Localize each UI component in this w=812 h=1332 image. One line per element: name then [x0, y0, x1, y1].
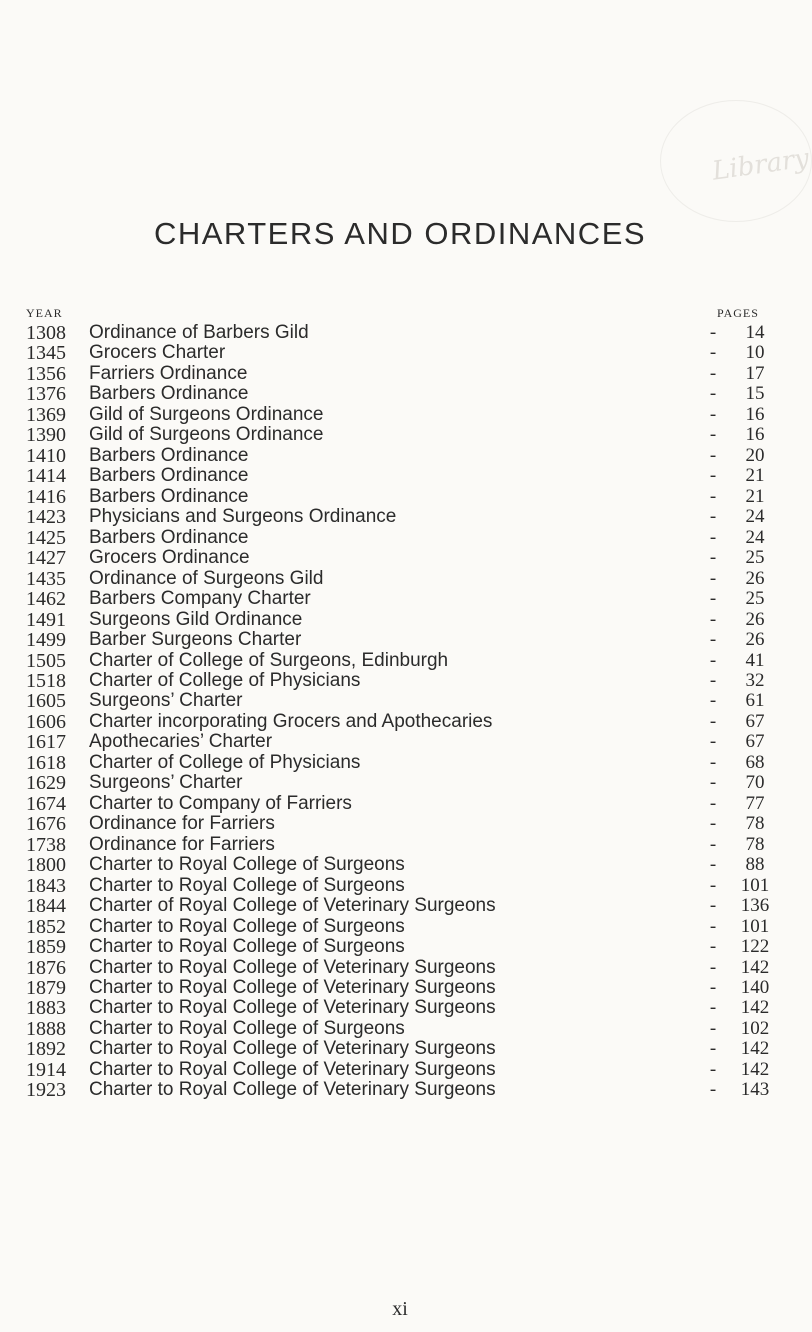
- entry-page: 102: [740, 1017, 770, 1039]
- list-item: [0, 589, 800, 609]
- entry-year: 1617: [26, 731, 66, 754]
- leader-dash: -: [709, 588, 717, 610]
- leader-dash: -: [709, 629, 717, 651]
- entry-year: 1618: [26, 751, 66, 774]
- leader-dash: -: [709, 690, 717, 712]
- list-item: [0, 876, 800, 896]
- entry-page: 70: [745, 772, 765, 794]
- leader-dash: -: [709, 895, 717, 917]
- entry-title: Surgeons’ Charter: [89, 690, 243, 712]
- list-item: [0, 937, 800, 957]
- entry-title: Charter to Royal College of Surgeons: [89, 874, 405, 896]
- entry-page: 142: [740, 1058, 770, 1080]
- list-item: [0, 978, 800, 998]
- entry-page: 122: [740, 936, 770, 958]
- entry-title: Charter to Royal College of Veterinary Surgeons: [89, 1058, 496, 1080]
- entry-title: Ordinance of Barbers Gild: [89, 322, 309, 343]
- entry-page: 77: [745, 792, 765, 814]
- entry-year: 1923: [26, 1079, 66, 1102]
- leader-dash: -: [709, 833, 717, 855]
- entry-year: 1843: [26, 874, 66, 897]
- entry-year: 1605: [26, 690, 66, 713]
- entry-year: 1356: [26, 362, 66, 385]
- list-item: [0, 691, 800, 711]
- entry-title: Charter to Royal College of Veterinary Surgeons: [89, 956, 496, 978]
- entry-page: 24: [745, 526, 765, 548]
- entry-title: Barbers Ordinance: [89, 383, 249, 405]
- entry-page: 16: [745, 424, 765, 446]
- entry-title: Charter to Royal College of Surgeons: [89, 936, 405, 958]
- leader-dash: -: [709, 383, 717, 405]
- entry-year: 1914: [26, 1058, 66, 1081]
- entry-title: Ordinance for Farriers: [89, 813, 275, 835]
- entry-page: 143: [740, 1079, 770, 1101]
- leader-dash: -: [709, 751, 717, 773]
- entry-page: 78: [745, 813, 765, 835]
- leader-dash: -: [709, 444, 717, 466]
- list-item: [0, 323, 800, 343]
- entry-year: 1606: [26, 710, 66, 733]
- list-item: [0, 1039, 800, 1059]
- entry-title: Barbers Ordinance: [89, 465, 249, 487]
- entry-title: Charter to Royal College of Surgeons: [89, 1017, 405, 1039]
- list-item: [0, 671, 800, 691]
- leader-dash: -: [709, 506, 717, 528]
- list-item: [0, 384, 800, 404]
- list-item: [0, 610, 800, 630]
- entry-year: 1410: [26, 444, 66, 467]
- entry-title: Charter of Royal College of Veterinary Surgeons: [89, 895, 496, 917]
- entry-page: 24: [745, 506, 765, 528]
- list-item: [0, 425, 800, 445]
- entry-page: 88: [745, 854, 765, 876]
- entry-year: 1423: [26, 506, 66, 529]
- entry-title: Barbers Company Charter: [89, 588, 311, 610]
- list-item: [0, 528, 800, 548]
- entry-page: 142: [740, 1038, 770, 1060]
- entry-title: Barbers Ordinance: [89, 444, 249, 466]
- leader-dash: -: [709, 936, 717, 958]
- entry-year: 1674: [26, 792, 66, 815]
- leader-dash: -: [709, 403, 717, 425]
- charters-list: [0, 323, 800, 1101]
- entry-page: 26: [745, 567, 765, 589]
- list-item: [0, 732, 800, 752]
- entry-page: 140: [740, 977, 770, 998]
- entry-page: 14: [745, 322, 765, 343]
- list-item: [0, 1019, 800, 1039]
- list-item: [0, 569, 800, 589]
- entry-year: 1390: [26, 424, 66, 447]
- list-item: [0, 814, 800, 834]
- entry-page: 67: [745, 731, 765, 753]
- entry-title: Charter to Royal College of Veterinary Surgeons: [89, 1038, 496, 1060]
- entry-year: 1676: [26, 813, 66, 836]
- leader-dash: -: [709, 1017, 717, 1039]
- list-item: [0, 1060, 800, 1080]
- entry-page: 67: [745, 710, 765, 732]
- entry-title: Ordinance for Farriers: [89, 833, 275, 855]
- list-item: [0, 446, 800, 466]
- list-item: [0, 364, 800, 384]
- entry-page: 21: [745, 485, 765, 507]
- leader-dash: -: [709, 874, 717, 896]
- entry-title: Grocers Charter: [89, 342, 226, 364]
- entry-page: 101: [740, 874, 770, 896]
- leader-dash: -: [709, 342, 717, 364]
- entry-year: 1852: [26, 915, 66, 938]
- entry-title: Charter incorporating Grocers and Apothecaries: [89, 710, 493, 732]
- entry-title: Ordinance of Surgeons Gild: [89, 567, 324, 589]
- leader-dash: -: [709, 608, 717, 630]
- entry-page: 25: [745, 588, 765, 610]
- entry-page: 20: [745, 444, 765, 466]
- leader-dash: -: [709, 997, 717, 1019]
- entry-page: 32: [745, 669, 765, 691]
- page-number: xi: [392, 1298, 408, 1320]
- list-item: [0, 773, 800, 793]
- entry-title: Charter of College of Surgeons, Edinburgh: [89, 649, 449, 671]
- entry-year: 1499: [26, 629, 66, 652]
- entry-page: 136: [740, 895, 770, 917]
- leader-dash: -: [709, 1079, 717, 1101]
- leader-dash: -: [709, 669, 717, 691]
- list-item: [0, 343, 800, 363]
- entry-page: 61: [745, 690, 765, 712]
- leader-dash: -: [709, 465, 717, 487]
- entry-year: 1345: [26, 342, 66, 365]
- leader-dash: -: [709, 792, 717, 814]
- entry-title: Barber Surgeons Charter: [89, 629, 302, 651]
- list-item: [0, 507, 800, 527]
- entry-year: 1462: [26, 588, 66, 611]
- leader-dash: -: [709, 547, 717, 569]
- list-item: [0, 998, 800, 1018]
- entry-title: Surgeons’ Charter: [89, 772, 243, 794]
- entry-year: 1844: [26, 895, 66, 918]
- entry-year: 1435: [26, 567, 66, 590]
- list-item: [0, 917, 800, 937]
- entry-year: 1414: [26, 465, 66, 488]
- entry-page: 16: [745, 403, 765, 425]
- entry-year: 1518: [26, 669, 66, 692]
- entry-title: Physicians and Surgeons Ordinance: [89, 506, 397, 528]
- entry-title: Charter to Royal College of Surgeons: [89, 915, 405, 937]
- leader-dash: -: [709, 1058, 717, 1080]
- leader-dash: -: [709, 485, 717, 507]
- list-item: [0, 835, 800, 855]
- entry-year: 1800: [26, 854, 66, 877]
- entry-page: 26: [745, 608, 765, 630]
- list-item: [0, 958, 800, 978]
- entry-year: 1369: [26, 403, 66, 426]
- list-item: [0, 896, 800, 916]
- entry-year: 1876: [26, 956, 66, 979]
- entry-page: 10: [745, 342, 765, 364]
- leader-dash: -: [709, 362, 717, 384]
- entry-page: 142: [740, 997, 770, 1019]
- entry-title: Apothecaries’ Charter: [89, 731, 273, 753]
- entry-title: Charter of College of Physicians: [89, 669, 361, 691]
- leader-dash: -: [709, 567, 717, 589]
- entry-page: 15: [745, 383, 765, 405]
- page-title: CHARTERS AND ORDINANCES: [153, 216, 647, 251]
- leader-dash: -: [709, 526, 717, 548]
- list-item: [0, 405, 800, 425]
- entry-year: 1738: [26, 833, 66, 856]
- leader-dash: -: [709, 1038, 717, 1060]
- entry-page: 142: [740, 956, 770, 978]
- leader-dash: -: [709, 322, 717, 343]
- entry-title: Charter to Company of Farriers: [89, 792, 352, 814]
- entry-year: 1416: [26, 485, 66, 508]
- leader-dash: -: [709, 649, 717, 671]
- leader-dash: -: [709, 710, 717, 732]
- leader-dash: -: [709, 956, 717, 978]
- year-column-header: YEAR: [26, 306, 63, 320]
- entry-title: Grocers Ordinance: [89, 547, 250, 569]
- entry-title: Gild of Surgeons Ordinance: [89, 424, 324, 446]
- entry-year: 1376: [26, 383, 66, 406]
- leader-dash: -: [709, 813, 717, 835]
- entry-title: Charter to Royal College of Veterinary Surgeons: [89, 997, 496, 1019]
- list-item: [0, 487, 800, 507]
- entry-title: Charter to Royal College of Veterinary Surgeons: [89, 977, 496, 998]
- leader-dash: -: [709, 731, 717, 753]
- entry-title: Farriers Ordinance: [89, 362, 248, 384]
- entry-year: 1491: [26, 608, 66, 631]
- leader-dash: -: [709, 772, 717, 794]
- entry-title: Charter to Royal College of Surgeons: [89, 854, 405, 876]
- entry-year: 1308: [26, 322, 66, 344]
- entry-year: 1883: [26, 997, 66, 1020]
- entry-page: 101: [740, 915, 770, 937]
- leader-dash: -: [709, 977, 717, 998]
- entry-page: 68: [745, 751, 765, 773]
- leader-dash: -: [709, 424, 717, 446]
- entry-page: 25: [745, 547, 765, 569]
- list-item: [0, 855, 800, 875]
- entry-title: Barbers Ordinance: [89, 526, 249, 548]
- entry-year: 1425: [26, 526, 66, 549]
- entry-title: Barbers Ordinance: [89, 485, 249, 507]
- entry-title: Gild of Surgeons Ordinance: [89, 403, 324, 425]
- list-item: [0, 1080, 800, 1100]
- entry-title: Charter of College of Physicians: [89, 751, 361, 773]
- entry-year: 1859: [26, 936, 66, 959]
- entry-year: 1879: [26, 977, 66, 999]
- list-item: [0, 712, 800, 732]
- library-stamp-text: Library: [710, 143, 811, 187]
- entry-page: 26: [745, 629, 765, 651]
- list-item: [0, 466, 800, 486]
- entry-page: 41: [745, 649, 765, 671]
- entry-year: 1892: [26, 1038, 66, 1061]
- entry-page: 17: [745, 362, 765, 384]
- list-item: [0, 794, 800, 814]
- pages-column-header: PAGES: [717, 306, 759, 320]
- entry-title: Surgeons Gild Ordinance: [89, 608, 303, 630]
- entry-year: 1427: [26, 547, 66, 570]
- list-item: [0, 630, 800, 650]
- entry-page: 21: [745, 465, 765, 487]
- list-item: [0, 548, 800, 568]
- leader-dash: -: [709, 854, 717, 876]
- entry-year: 1888: [26, 1017, 66, 1040]
- entry-title: Charter to Royal College of Veterinary Surgeons: [89, 1079, 496, 1101]
- list-item: [0, 651, 800, 671]
- entry-page: 78: [745, 833, 765, 855]
- entry-year: 1505: [26, 649, 66, 672]
- entry-year: 1629: [26, 772, 66, 795]
- list-item: [0, 753, 800, 773]
- leader-dash: -: [709, 915, 717, 937]
